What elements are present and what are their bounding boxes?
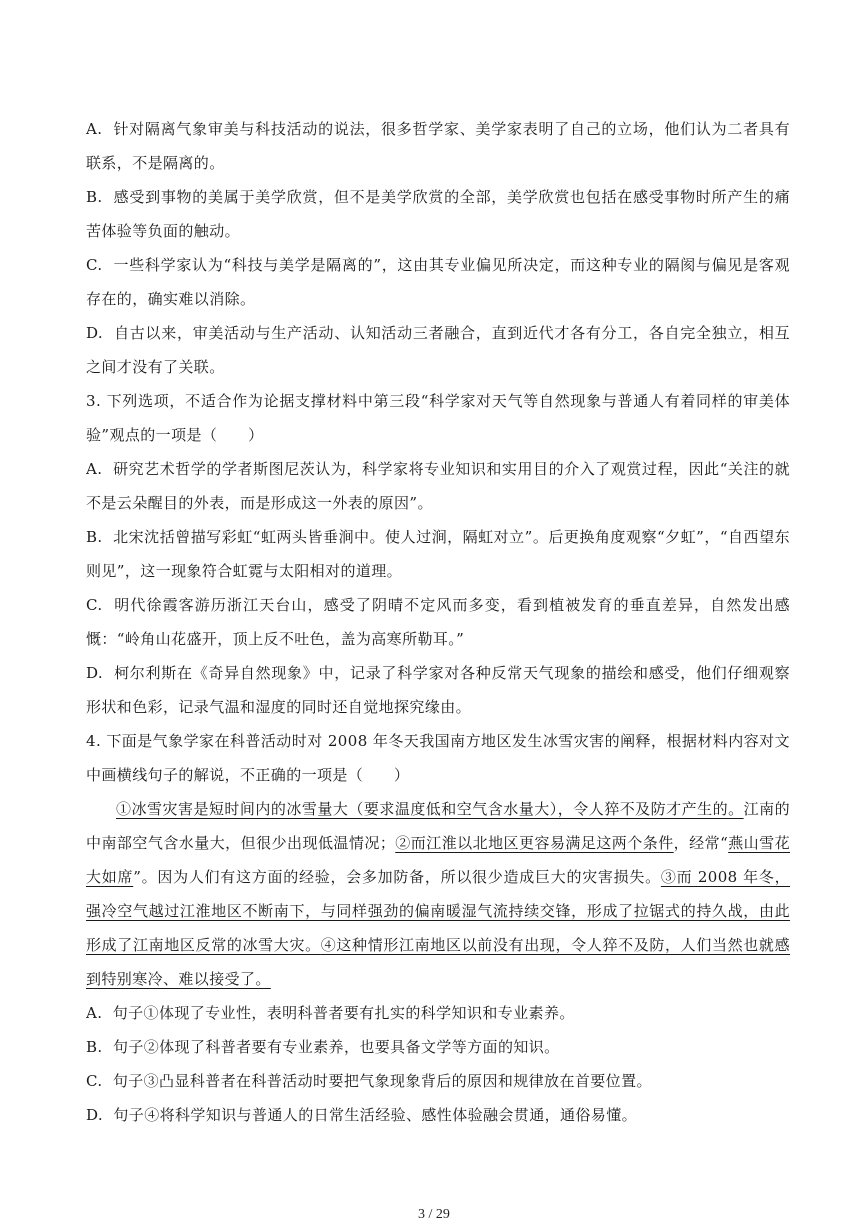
q2-option-b: B. 感受到事物的美属于美学欣赏，但不是美学欣赏的全部，美学欣赏也包括在感受事物时所产生的痛苦体验等负面的触动。: [86, 188, 790, 240]
q4-option-b: B. 句子②体现了科普者要有专业素养，也要具备文学等方面的知识。: [86, 1038, 560, 1056]
q2-option-d: D. 自古以来，审美活动与生产活动、认知活动三者融合，直到近代才各有分工，各自完全独立，相互之间才没有了关联。: [86, 324, 790, 376]
sentence-1: ①冰雪灾害是短时间内的冰雪量大（要求温度低和空气含水量大），令人猝不及防才产生的。: [116, 800, 744, 818]
q2-option-a: A. 针对隔离气象审美与科技活动的说法，很多哲学家、美学家表明了自己的立场，他们认为二者具有联系，不是隔离的。: [86, 120, 790, 172]
q3-stem: 3. 下列选项，不适合作为论据支撑材料中第三段“科学家对天气等自然现象与普通人有着同样的审美体验”观点的一项是（ ）: [86, 392, 790, 444]
q3-option-d: D. 柯尔利斯在《奇异自然现象》中，记录了科学家对各种反常天气现象的描绘和感受，他们仔细观察形状和色彩，记录气温和湿度的同时还自觉地探究缘由。: [86, 664, 790, 716]
document-body: [86, 112, 790, 1132]
q4-option-a: A. 句子①体现了专业性，表明科普者要有扎实的科学知识和专业素养。: [86, 1004, 575, 1022]
q4-option-d: D. 句子④将科学知识与普通人的日常生活经验、感性体验融会贯通，通俗易懂。: [86, 1106, 638, 1124]
sentence-3: ③而 2008 年冬，强冷空气越过江淮地区不断南下，与同样强劲的偏南暖湿气流持续交锋，形成了拉锯式的持久战，由此形成了江南地区反常的冰雪大灾。: [86, 868, 790, 954]
q4-option-c: C. 句子③凸显科普者在科普活动时要把气象现象背后的原因和规律放在首要位置。: [86, 1072, 652, 1090]
q3-option-b: B. 北宋沈括曾描写彩虹“虹两头皆垂涧中。使人过涧，隔虹对立”。后更换角度观察“夕虹”，“自西望东则见”，这一现象符合虹霓与太阳相对的道理。: [86, 528, 790, 580]
q4-passage: ①冰雪灾害是短时间内的冰雪量大（要求温度低和空气含水量大），令人猝不及防才产生的。江南的中南部空气含水量大，但很少出现低温情况；②而江淮以北地区更容易满足这两个条件，经常“燕山雪花大如席”。因为人们有这方面的经验，会多加防备，所以很少造成巨大的灾害损失。③而 2008 年冬，强冷空气越过江淮地区不断南下，与同样强劲的偏南暖湿气流持续交锋，形成了拉锯式的持久战，由此形成了江南地区反常的冰雪大灾。④这种情形江南地区以前没有出现，令人猝不及防，人们当然也就感到特别寒冷、难以接受了。: [86, 800, 791, 988]
sentence-4: ④这种情形江南地区以前没有出现，令人猝不及防，人们当然也就感到特别寒冷、难以接受了。: [86, 936, 790, 988]
q2-option-c: C. 一些科学家认为“科技与美学是隔离的”，这由其专业偏见所决定，而这种专业的隔阂与偏见是客观存在的，确实难以消除。: [86, 256, 790, 308]
sentence-2-quote: 燕山雪花大如席: [86, 834, 790, 886]
q4-stem: 4. 下面是气象学家在科普活动时对 2008 年冬天我国南方地区发生冰雪灾害的阐释，根据材料内容对文中画横线句子的解说，不正确的一项是（ ）: [86, 732, 790, 784]
q3-option-c: C. 明代徐霞客游历浙江天台山，感受了阴晴不定风而多变，看到植被发育的垂直差异，自然发出感慨：“岭角山花盛开，顶上反不吐色，盖为高寒所勒耳。”: [86, 596, 790, 648]
page-number: 3 / 29: [418, 1207, 450, 1222]
q3-option-a: A. 研究艺术哲学的学者斯图尼茨认为，科学家将专业知识和实用目的介入了观赏过程，因此“关注的就不是云朵醒目的外表，而是形成这一外表的原因”。: [86, 460, 790, 512]
sentence-2: ②而江淮以北地区更容易满足这两个条件: [395, 834, 674, 852]
